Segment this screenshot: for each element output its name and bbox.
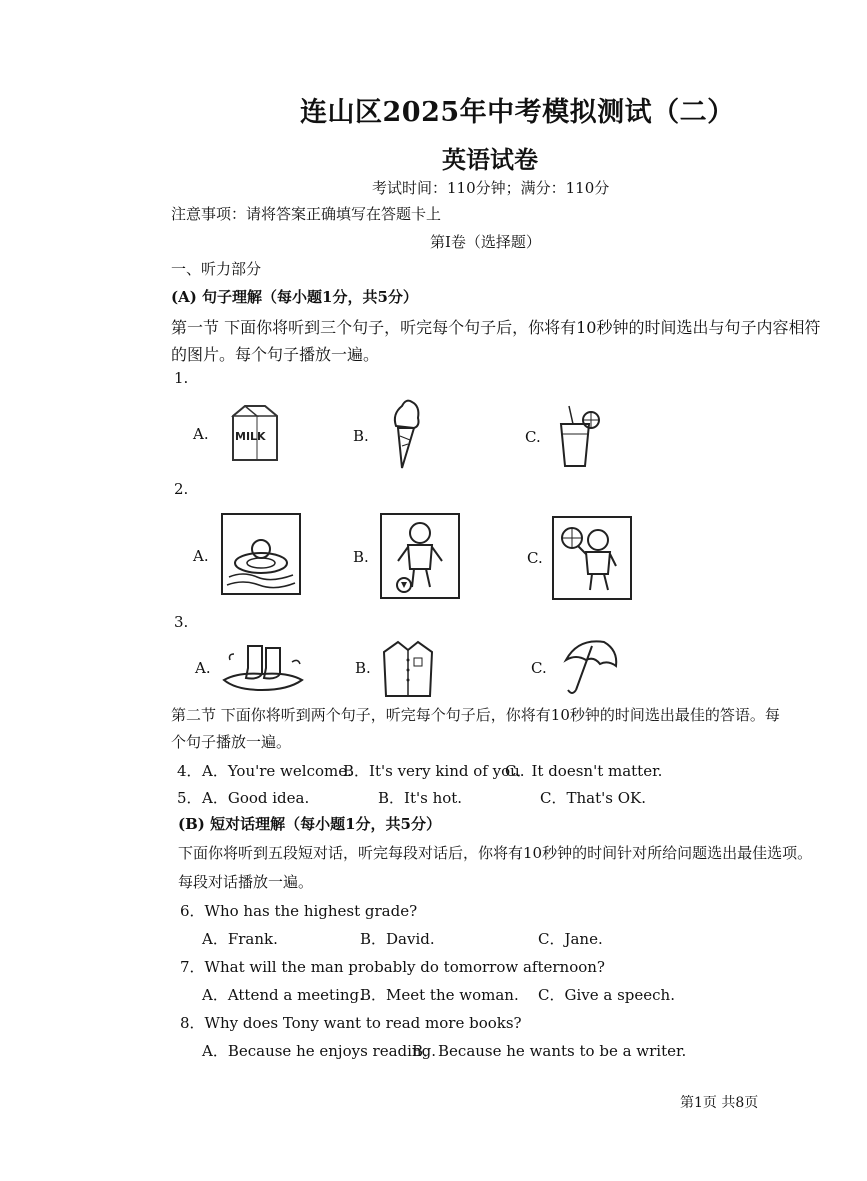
q5-option-c: C．That's OK.: [540, 789, 646, 807]
swimming-boy-frame: [221, 513, 301, 595]
section1-instructions-line2: 的图片。每个句子播放一遍。: [171, 345, 380, 364]
section1-instructions-line1: 第一节 下面你将听到三个句子，听完每个句子后，你将有10秒钟的时间选出与句子内容相符: [171, 318, 821, 337]
exam-notice: 注意事项：请将答案正确填写在答题卡上: [171, 205, 442, 223]
exam-meta: 考试时间：110分钟；满分：110分: [372, 179, 610, 197]
ice-cream-cone-icon: [388, 396, 424, 470]
q5-option-b: B．It's hot.: [378, 789, 463, 807]
q3-option-a-label: A.: [195, 659, 211, 677]
q1-option-a-label: A.: [193, 425, 209, 443]
question-6-stem: 6．Who has the highest grade?: [180, 902, 418, 920]
question-4-number: 4．: [177, 762, 202, 780]
q4-option-a: A．You're welcome.: [202, 762, 352, 780]
section2-instructions-line2: 个句子播放一遍。: [171, 733, 292, 751]
question-7-stem: 7．What will the man probably do tomorrow afternoon?: [180, 958, 605, 976]
umbrella-icon: [560, 636, 620, 698]
q8-option-a: A．Because he enjoys reading.: [202, 1042, 436, 1060]
page-footer: 第1页 共8页: [680, 1095, 759, 1111]
q6-option-b: B．David.: [360, 930, 435, 948]
q7-option-b: B．Meet the woman.: [360, 986, 519, 1004]
exam-title: 连山区2025年中考模拟测试（二）: [300, 97, 735, 128]
volume-title: 第Ⅰ卷（选择题）: [430, 233, 541, 251]
question-3-number: 3.: [174, 613, 189, 631]
q6-option-c: C．Jane.: [538, 930, 603, 948]
boy-playing-basketball-icon: [554, 518, 630, 598]
q7-option-a: A．Attend a meeting.: [202, 986, 364, 1004]
question-1-number: 1.: [174, 369, 189, 387]
section-b-instructions-line1: 下面你将听到五段短对话，听完每段对话后，你将有10秒钟的时间针对所给问题选出最佳选项。: [178, 844, 813, 862]
basketball-boy-frame: [552, 516, 632, 600]
part-title: 一、听力部分: [171, 260, 262, 278]
q4-option-b: B．It's very kind of you.: [343, 762, 525, 780]
rain-boots-icon: [218, 640, 308, 692]
boy-playing-football-icon: [382, 515, 458, 597]
question-8-stem: 8．Why does Tony want to read more books?: [180, 1014, 522, 1032]
section-a-title: (A) 句子理解（每小题1分，共5分）: [171, 288, 418, 306]
q8-option-b: B．Because he wants to be a writer.: [412, 1042, 687, 1060]
q5-option-a: A．Good idea.: [202, 789, 310, 807]
q7-option-c: C．Give a speech.: [538, 986, 675, 1004]
q2-option-c-label: C.: [527, 549, 543, 567]
juice-glass-icon: [555, 404, 601, 468]
section-b-title: (B) 短对话理解（每小题1分，共5分）: [178, 815, 441, 833]
shirt-icon: [380, 638, 436, 698]
q1-option-b-label: B.: [353, 427, 369, 445]
section-b-instructions-line2: 每段对话播放一遍。: [178, 873, 314, 891]
milk-label: MILK: [235, 430, 266, 443]
q3-option-b-label: B.: [355, 659, 371, 677]
q1-option-c-label: C.: [525, 428, 541, 446]
football-boy-frame: [380, 513, 460, 599]
section2-instructions-line1: 第二节 下面你将听到两个句子，听完每个句子后，你将有10秒钟的时间选出最佳的答语。每: [171, 706, 780, 724]
question-5-number: 5．: [177, 789, 202, 807]
q2-option-a-label: A.: [193, 547, 209, 565]
swimming-boy-icon: [223, 515, 299, 593]
question-2-number: 2.: [174, 480, 189, 498]
q3-option-c-label: C.: [531, 659, 547, 677]
q6-option-a: A．Frank.: [202, 930, 278, 948]
milk-carton-icon: [225, 402, 287, 462]
exam-subtitle: 英语试卷: [442, 145, 538, 174]
q4-option-c: C．It doesn't matter.: [505, 762, 663, 780]
q2-option-b-label: B.: [353, 548, 369, 566]
